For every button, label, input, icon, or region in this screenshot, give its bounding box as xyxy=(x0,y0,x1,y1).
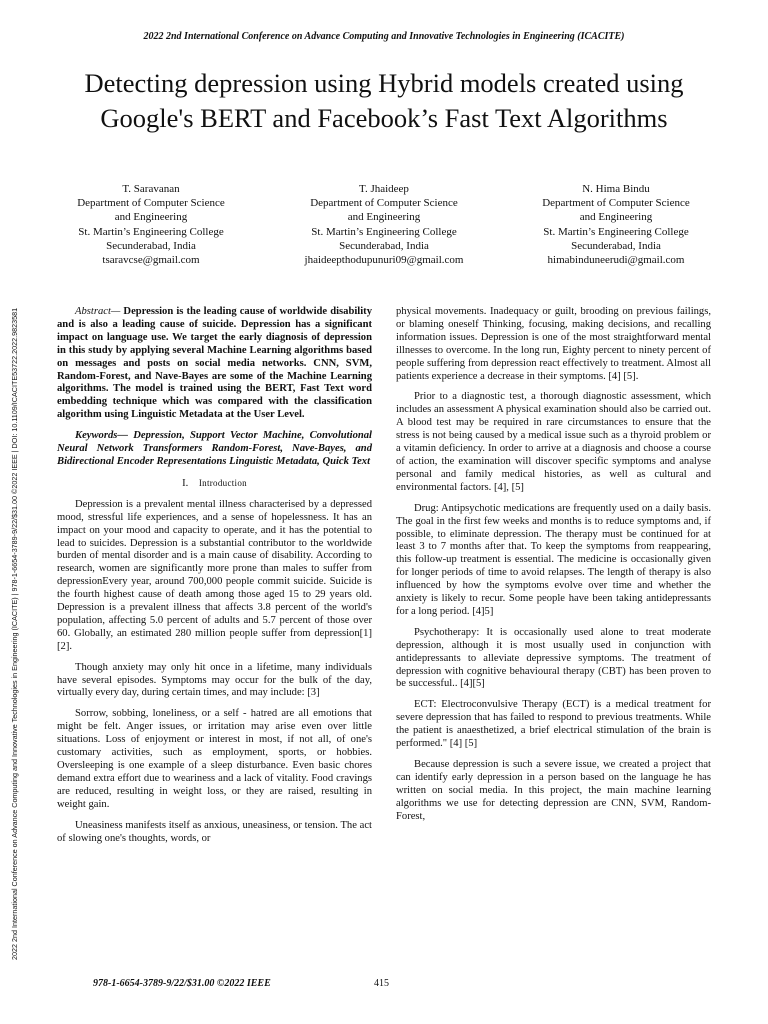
conference-header: 2022 2nd International Conference on Advance Computing and Innovative Technologies in Engineering (ICACITE) xyxy=(143,31,625,42)
author-college: St. Martin’s Engineering College xyxy=(543,225,689,238)
author-name: N. Hima Bindu xyxy=(582,183,650,195)
paragraph: ECT: Electroconvulsive Therapy (ECT) is a medical treatment for severe depression that has failed to respond to previous treatments. While the patient is anaesthetized, a brief electrical stimulation of the brain is performed." [4] [5] xyxy=(396,699,711,750)
left-column xyxy=(57,306,372,853)
paragraph: Drug: Antipsychotic medications are frequently used on a daily basis. The goal in the first few weeks and months is to reduce symptoms and, if possible, to eliminate depression. The therapy must be continued for at least 3 to 7 months after that. To keep the symptoms from reappearing, this follow-up treatment is essential. The medicine is occasionally given for longer periods of time to avoid relapses. The length of therapy is also influenced by how the symptoms evolve over time and whether the anxiety is likely to recur. Some people have been taking antidepressants for a long period. [4]5] xyxy=(396,502,711,617)
author-city: Secunderabad, India xyxy=(571,239,661,252)
author-department-cont: and Engineering xyxy=(114,211,188,224)
keywords-label: Keywords— xyxy=(75,430,128,442)
author-name: T. Jhaideep xyxy=(359,183,409,195)
author-department-cont: and Engineering xyxy=(347,211,421,224)
author-department: Department of Computer Science xyxy=(542,197,690,210)
paragraph: Psychotherapy: It is occasionally used alone to treat moderate depression, although it is most usually used in conjunction with antidepressants to alleviate depressive symptoms. The treatment of depression with cognitive behavioural therapy (CBT) has been proven to be successful.. [4][5] xyxy=(396,626,711,690)
section-title: Introduction xyxy=(198,477,247,488)
author-block-2 xyxy=(268,182,500,267)
page-number: 415 xyxy=(374,978,389,989)
author-email[interactable]: tsaravcse@gmail.com xyxy=(102,254,200,267)
paragraph: Sorrow, sobbing, loneliness, or a self - hatred are all emotions that might be felt. Anger issues, or irritation may arise even over little situations. Loss of enjoyment or interest in most, if not all, of one's customary activities, such as employment, sports, or hobbies. Oversleeping is one example of a sleep disturbance. Even basic chores demand extra effort due to weariness and a lack of vitality. Food cravings are reduced, resulting in weight loss, or they are raised, resulting in weight gain. xyxy=(57,708,372,810)
paragraph: Because depression is such a severe issue, we created a project that can identify early depression in a person based on the language he has written on social media. In this project, the main machine learning algorithms we use for detecting depression are CNN, SVM, Random-Forest, xyxy=(396,759,711,822)
author-college: St. Martin’s Engineering College xyxy=(78,225,224,238)
footer-isbn: 978-1-6654-3789-9/22/$31.00 ©2022 IEEE xyxy=(93,978,271,989)
paragraph: Prior to a diagnostic test, a thorough diagnostic assessment, which includes an assessment A physical examination should also be carried out. A blood test may be required in rare circumstances to ensure that the stress is not being caused by a medical issue such as a thyroid problem or a vitamin deficiency. In order to arrive at a diagnosis and choose a course of action, the examination will discover specific symptoms and analyse personal and family medical histories, as well as cultural and environmental factors. [4], [5] xyxy=(396,391,711,493)
section-heading-introduction xyxy=(57,477,372,491)
author-email[interactable]: jhaideepthodupunuri09@gmail.com xyxy=(304,254,464,267)
paragraph: Though anxiety may only hit once in a lifetime, many individuals have several episodes. Symptoms may occur for the bulk of the day, virtually every day, during certain times, and may include: [3] xyxy=(57,661,372,699)
author-college: St. Martin’s Engineering College xyxy=(311,225,457,238)
author-block-1 xyxy=(35,182,267,267)
abstract-text: Depression is the leading cause of worldwide disability and is also a leading cause of suicide. Depression has a significant impact on language use. We target the early diagnosis of depression in this study by applying several Machine Learning algorithms based on messages and posts on social media networks. CNN, SVM, Random-Forest, and Nave-Bayes are some of the Machine Learning algorithms. The model is trained using the BERT, Fast Text word embedding technique which was compared with the classification algorithm using Linguistic Metadata at the User Level. xyxy=(57,306,372,421)
paragraph: physical movements. Inadequacy or guilt, brooding on previous failings, or blaming oneself Thinking, focusing, making decisions, and recalling information issues. Depression is one of the most straightforward mental illnesses to overcome. In the long run, Eighty percent to ninety percent of people suffering from depression react effectively to treatment. Almost all patients experience a decrease in their symptoms. [4] [5]. xyxy=(396,306,711,382)
author-city: Secunderabad, India xyxy=(339,239,429,252)
keywords xyxy=(57,430,372,469)
abstract-label: Abstract— xyxy=(75,306,121,317)
section-number: I. xyxy=(182,477,189,489)
side-doi-text: 2022 2nd International Conference on Advance Computing and Innovative Technologies in Engineering (ICACITE) | 978-1-6654-3789-9/22/$31.00 ©2022 IEEE | DOI: 10.1109/ICACITE53722.2022.9823581 xyxy=(10,307,19,960)
paper-title: Detecting depression using Hybrid models created using Google's BERT and Facebook’s Fast Text Algorithms xyxy=(84,68,684,133)
paragraph: Uneasiness manifests itself as anxious, uneasiness, or tension. The act of slowing one's thoughts, words, or xyxy=(57,819,372,844)
author-department: Department of Computer Science xyxy=(77,197,225,210)
right-column xyxy=(396,306,711,832)
author-department: Department of Computer Science xyxy=(310,197,458,210)
author-department-cont: and Engineering xyxy=(579,211,653,224)
abstract xyxy=(57,306,372,422)
author-city: Secunderabad, India xyxy=(106,239,196,252)
keywords-text: Depression, Support Vector Machine, Convolutional Neural Network Transformers Random-Forest, Nave-Bayes, and Bidirectional Encoder Representations Linguistic Metadata, Quick Text xyxy=(57,430,372,467)
author-block-3 xyxy=(500,182,732,267)
author-name: T. Saravanan xyxy=(122,183,180,195)
paragraph: Depression is a prevalent mental illness characterised by a depressed mood, stressful life experiences, and a sense of hopelessness. It has an impact on your mood and capacity to operate, and it has the potential to lead to suicides. Depression is a substantial contributor to the worldwide burden of mental disorder and is a main cause of disability. According to research, women are significantly more prone than males to suffer from depressionEvery year, around 700,000 people commit suicide. Suicide is the fourth highest cause of death among those aged 15 to 29 years old. Depression is a prevalent illness that affects 3.8 percent of the world's population, affecting 5.0 percent of adults and 5.7 percent of those over 60. Globally, an estimated 280 million people suffer from depression[1][2]. xyxy=(57,498,372,652)
author-email[interactable]: himabinduneerudi@gmail.com xyxy=(547,254,685,267)
